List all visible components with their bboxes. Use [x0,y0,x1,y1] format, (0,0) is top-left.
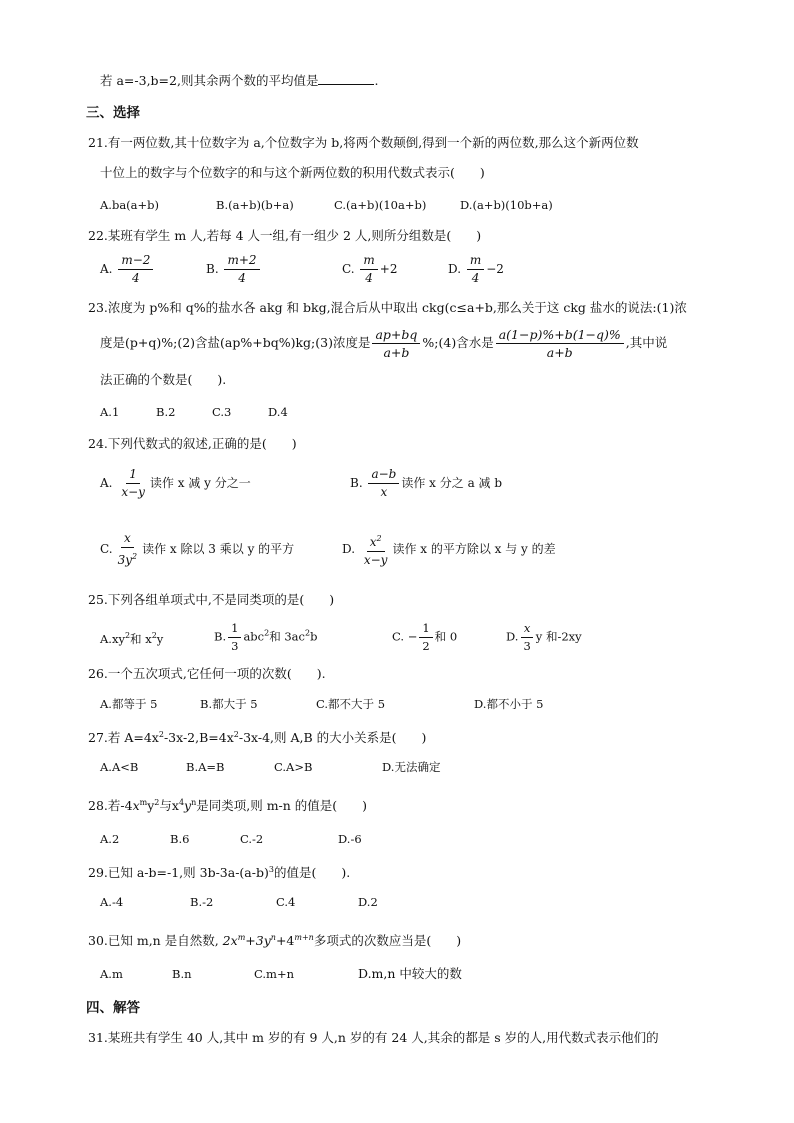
intro-text: 若 a=-3,b=2,则其余两个数的平均值是 [100,73,319,88]
q24-option-d: D. $\frac{x^2}{x-y}$ 读作 x 的平方除以 x 与 y 的差 [342,530,556,569]
q29-option-b: B.-2 [190,895,214,909]
question-23-line1: 23.浓度为 p%和 q%的盐水各 akg 和 bkg,混合后从中取出 ckg(c≤a+b,那么关于这 ckg 盐水的说法:(1)浓 [88,300,687,315]
q21-option-b: B.(a+b)(b+a) [216,198,294,212]
q25-option-b: B. $\frac{1}{3}$ abc$^2$和 $3ac^2b$ [214,621,318,653]
q22-d-fraction: $\frac{m}{4}$ [467,252,484,287]
q27-option-a: A.A<B [100,760,139,774]
q24-option-c: C. $\frac{x}{3y^2}$ 读作 x 除以 3 乘以 y 的平方 [100,531,295,567]
question-31: 31.某班共有学生 40 人,其中 m 岁的有 9 人,n 岁的有 24 人,其余的都是 s 岁的人,用代数式表示他们的 [88,1030,659,1045]
question-23-line2: 度是(p+q)%;(2)含盐(ap%+bq%)kg;(3)浓度是 $\frac{ap+bq}{a+b}$ %;(4)含水是 $\frac{a(1-p)\%+b(1-q)\%}{a+b}$ ,其中说 [100,327,668,360]
q22-option-d: D. $\frac{m}{4}$ −2 [448,253,504,285]
q28-option-a: A.2 [100,832,120,846]
q26-option-a: A.都等于 5 [100,697,158,711]
question-24: 24.下列代数式的叙述,正确的是( ) [88,436,297,451]
q22-option-c: C. $\frac{m}{4}$ +2 [342,253,398,285]
q23-option-b: B.2 [156,405,176,419]
q30-option-b: B.n [172,967,192,981]
q22-a-fraction: $\frac{m-2}{4}$ [118,252,153,287]
section-title-solve: 四、解答 [86,1000,140,1016]
question-30: 30.已知 m,n 是自然数, $2x^m+3y^n+4^{m+n}$多项式的次数应当是( ) [88,933,462,949]
section-title-choice: 三、选择 [86,105,140,121]
q29-option-a: A.-4 [100,895,124,909]
q22-option-b: B. $\frac{m+2}{4}$ [206,252,262,287]
q25-option-a: $A.xy^2$和 $x^2y$ [100,631,164,646]
q22-b-fraction: $\frac{m+2}{4}$ [224,252,259,287]
q26-option-b: B.都大于 5 [200,697,258,711]
question-22: 22.某班有学生 m 人,若每 4 人一组,有一组少 2 人,则所分组数是( ) [88,228,482,243]
q22-c-fraction: $\frac{m}{4}$ [360,252,377,287]
q29-option-d: D.2 [358,895,378,909]
q29-option-c: C.4 [276,895,296,909]
question-26: 26.一个五次项式,它任何一项的次数( ). [88,666,326,681]
q28-option-b: B.6 [170,832,190,846]
q24-option-b: B. $\frac{a-b}{x}$ 读作 x 分之 a 减 b [350,467,503,499]
q30-option-d: D.m,n 中较大的数 [358,966,462,981]
q24-option-a: A. $\frac{1}{x-y}$ 读作 x 减 y 分之一 [100,467,251,499]
q26-option-c: C.都不大于 5 [316,697,386,711]
q23-option-c: C.3 [212,405,232,419]
q22-option-a: A. $\frac{m-2}{4}$ [100,252,155,287]
question-27: 27.若 $A=4x^2-3x-2,B=4x^2-3x-4$,则 A,B 的大小关系是( ) [88,730,427,746]
q26-option-d: D.都不小于 5 [474,697,544,711]
question-25: 25.下列各组单项式中,不是同类项的是( ) [88,592,335,607]
q23-option-d: D.4 [268,405,288,419]
q27-option-c: C.A>B [274,760,313,774]
q25-option-d: D. $\frac{x}{3}$ y 和-2xy [506,621,582,653]
q30-option-a: A.m [100,967,123,981]
question-29: 29.已知 a-b=-1,则 $3b-3a-(a-b)^3$的值是( ). [88,865,351,881]
q25-option-c: C. − $\frac{1}{2}$ 和 0 [392,621,458,653]
q27-option-d: D.无法确定 [382,760,441,774]
q23-option-a: A.1 [100,405,120,419]
question-28: 28.若$-4x^my^2$与$x^4y^n$是同类项,则 m-n 的值是( ) [88,798,368,814]
intro-line: 若 a=-3,b=2,则其余两个数的平均值是 . [100,73,379,88]
q21-option-a: A.ba(a+b) [100,198,160,212]
q30-option-c: C.m+n [254,967,294,981]
q23-concentration-fraction: $\frac{ap+bq}{a+b}$ [372,326,420,361]
question-23-line3: 法正确的个数是( ). [100,372,227,387]
answer-blank [318,72,374,85]
q21-option-d: D.(a+b)(10b+a) [460,198,553,212]
q28-option-c: C.-2 [240,832,264,846]
q27-option-b: B.A=B [186,760,225,774]
q23-water-fraction: $\frac{a(1-p)\%+b(1-q)\%}{a+b}$ [496,326,624,361]
q21-option-c: C.(a+b)(10a+b) [334,198,427,212]
q28-option-d: D.-6 [338,832,362,846]
